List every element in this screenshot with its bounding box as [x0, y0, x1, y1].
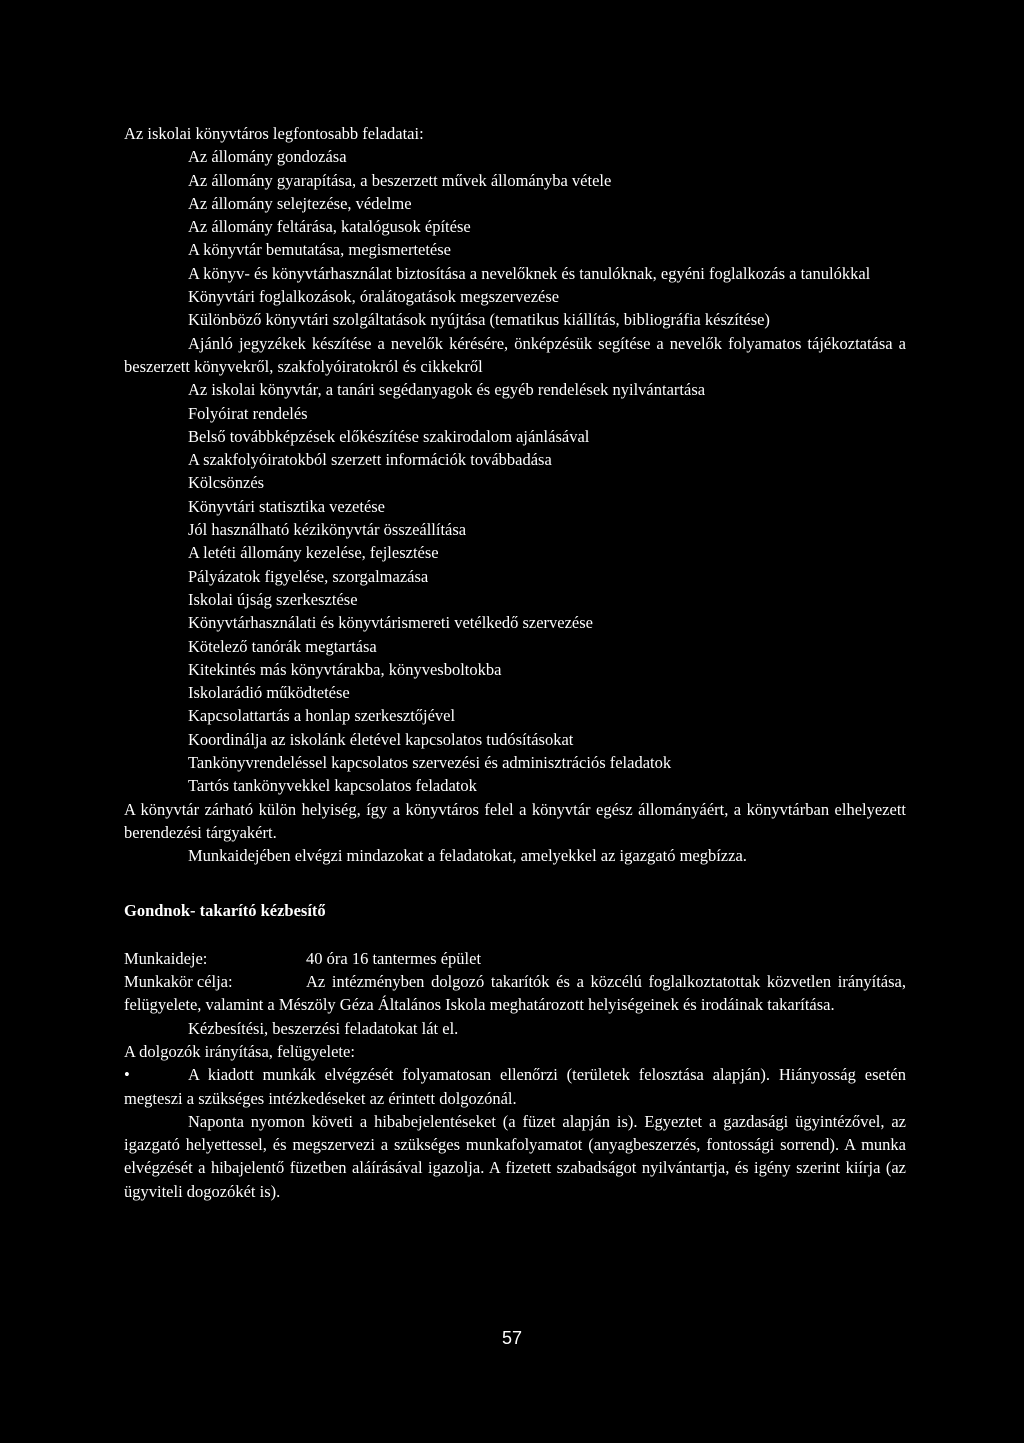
bullet-item — [124, 1063, 906, 1110]
spacer — [124, 922, 906, 947]
task-item: Kötelező tanórák megtartása — [188, 636, 377, 656]
goal-value: Az intézményben dolgozó takarítók és a közcélú foglalkoztatottak közvetlen irányítása, felügyelete, valamint a Mészöly Géza Általános Iskola meghatározott helyiségeinek és irodáinak takarítása. — [124, 972, 906, 1015]
task-item: Iskolarádió működtetése — [188, 683, 350, 703]
delivery-text: Kézbesítési, beszerzési feladatokat lát el. — [188, 1018, 459, 1038]
task-item: Könyvtári foglalkozások, óralátogatások megszervezése — [188, 287, 560, 307]
task-item: Az állomány selejtezése, védelme — [188, 193, 412, 213]
task-item: Az állomány gyarapítása, a beszerzett művek állományba vétele — [188, 170, 612, 190]
task-item: A könyvtár bemutatása, megismertetése — [188, 240, 452, 260]
section-title: Az iskolai könyvtáros legfontosabb feladatai: — [124, 124, 424, 143]
worktime-value: 40 óra 16 tantermes épület — [306, 948, 482, 968]
task-item: Tankönyvrendeléssel kapcsolatos szervezési és adminisztrációs feladatok — [188, 753, 672, 773]
document-page — [124, 122, 906, 1203]
task-item: Jól használható kézikönyvtár összeállítása — [188, 520, 467, 540]
task-item: Folyóirat rendelés — [188, 403, 308, 423]
section-heading: Gondnok- takarító kézbesítő — [124, 900, 326, 920]
task-item: Könyvtári statisztika vezetése — [188, 496, 386, 516]
worktime-label: Munkaideje: — [124, 948, 208, 968]
task-item: Különböző könyvtári szolgáltatások nyújtása (tematikus kiállítás, bibliográfia készítése) — [188, 310, 770, 330]
daily-paragraph: Naponta nyomon követi a hibabejelentéseket (a füzet alapján is). Egyeztet a gazdasági ügyintézővel, az igazgató helyettessel, és megszervezi a szükséges munkafolyamatot (anyagbeszerzés, fontossági sorrend). A munka elvégzését a hibajelentő füzetben aláírásával igazolja. A fizetett szabadságot nyilvántartja, és igény szerint kiírja (az ügyviteli dogozókét is). — [124, 1111, 906, 1201]
bullet-text: A kiadott munkák elvégzését folyamatosan ellenőrzi (területek felosztása alapján). Hiányosság esetén megteszi a szükséges intézkedéseket az érintett dolgozónál. — [124, 1065, 906, 1108]
task-item: Könyvtárhasználati és könyvtárismereti vetélkedő szervezése — [188, 613, 593, 633]
closing-paragraph-2: Munkaidejében elvégzi mindazokat a feladatokat, amelyekkel az igazgató megbízza. — [188, 846, 747, 866]
task-item: Ajánló jegyzékek készítése a nevelők kérésére, önképzésük segítése a nevelők folyamatos tájékoztatása a beszerzett könyvekről, szakfolyóiratokról és cikkekről — [124, 333, 906, 376]
task-item: Az állomány feltárása, katalógusok építése — [188, 217, 471, 237]
task-item: Koordinálja az iskolánk életével kapcsolatos tudósításokat — [188, 729, 574, 749]
task-item: Tartós tankönyvekkel kapcsolatos feladatok — [188, 776, 477, 796]
task-item: Iskolai újság szerkesztése — [188, 589, 358, 609]
supervision-title: A dolgozók irányítása, felügyelete: — [124, 1041, 355, 1061]
goal-label: Munkakör célja: — [124, 972, 233, 992]
task-item: A könyv- és könyvtárhasználat biztosítása a nevelőknek és tanulóknak, egyéni foglalkozás a tanulókkal — [188, 263, 871, 283]
task-item: Kölcsönzés — [188, 473, 265, 493]
bullet-symbol: • — [124, 1065, 130, 1085]
closing-paragraph: A könyvtár zárható külön helyiség, így a könyvtáros felel a könyvtár egész állományáért, a könyvtárban elhelyezett berendezési tárgyakért. — [124, 799, 906, 842]
task-item: A szakfolyóiratokból szerzett információk továbbadása — [188, 450, 552, 470]
task-item: Az iskolai könyvtár, a tanári segédanyagok és egyéb rendelések nyilvántartása — [188, 380, 706, 400]
task-item: Kapcsolattartás a honlap szerkesztőjével — [188, 706, 456, 726]
task-item: Kitekintés más könyvtárakba, könyvesboltokba — [188, 659, 502, 679]
task-item: A letéti állomány kezelése, fejlesztése — [188, 543, 439, 563]
task-item: Belső továbbképzések előkészítése szakirodalom ajánlásával — [188, 426, 590, 446]
task-item: Az állomány gondozása — [188, 147, 347, 167]
task-item: Pályázatok figyelése, szorgalmazása — [188, 566, 429, 586]
goal-paragraph — [124, 970, 906, 1017]
worktime-row — [124, 947, 906, 970]
page-number: 57 — [501, 1328, 523, 1348]
